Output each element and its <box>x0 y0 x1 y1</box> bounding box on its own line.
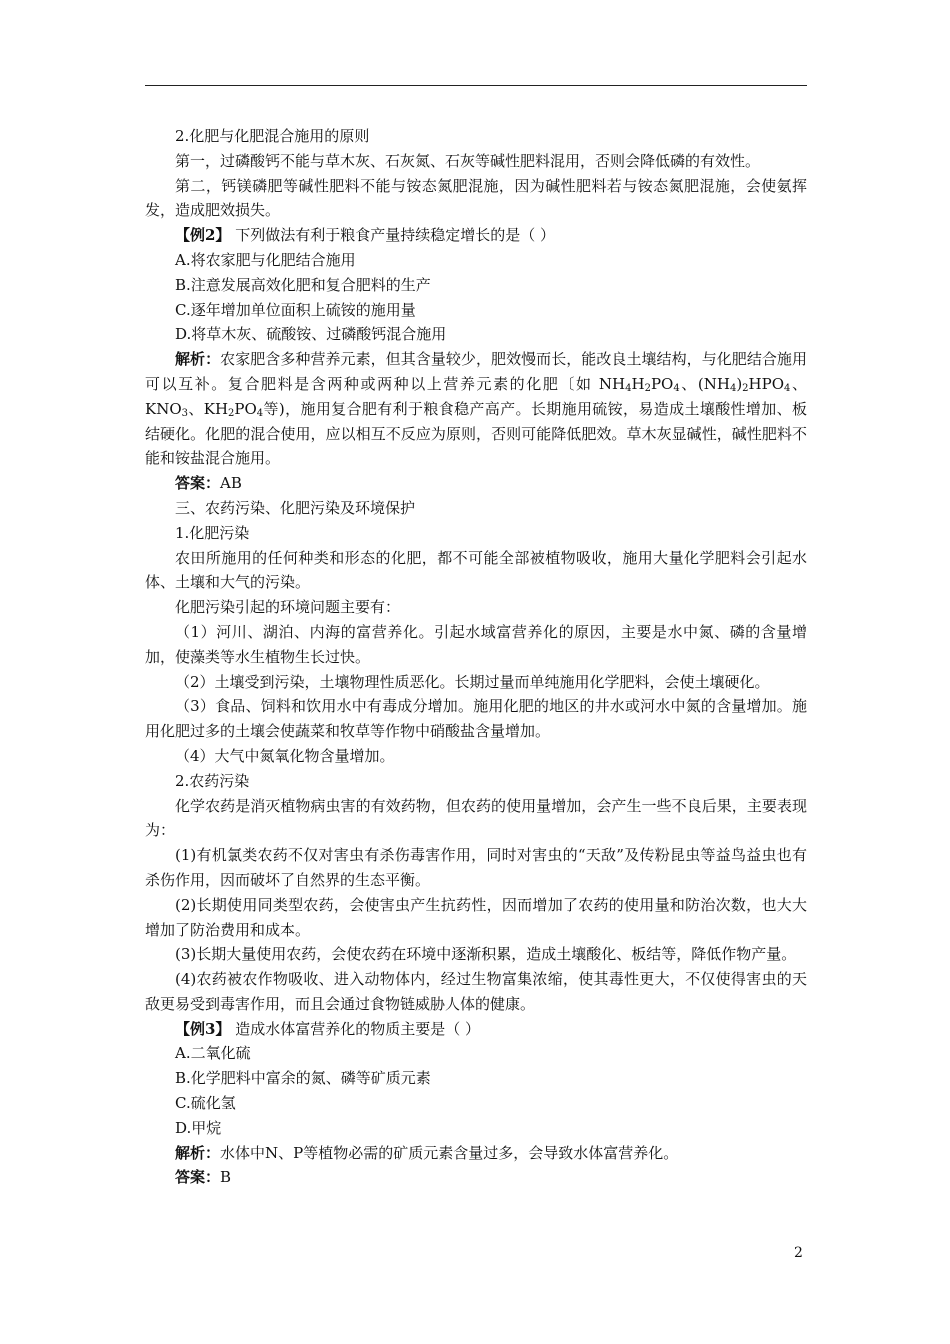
section2-paragraph-2: 第二，钙镁磷肥等碱性肥料不能与铵态氮肥混施，因为碱性肥料若与铵态氮肥混施，会使氨挥发，造成肥效损失。 <box>145 176 807 220</box>
section3-sub1-heading: 1.化肥污染 <box>175 523 250 542</box>
section3-sub2-item-3: (3)长期大量使用农药，会使农药在环境中逐渐积累，造成土壤酸化、板结等，降低作物产量。 <box>175 945 797 964</box>
page-number: 2 <box>794 1245 803 1261</box>
example3-question-text: 造成水体富营养化的物质主要是（ ） <box>230 1019 480 1038</box>
example3-option-d: D.甲烷 <box>175 1118 222 1137</box>
example3-tag: 【例3】 <box>175 1019 231 1038</box>
example2-answer-value: AB <box>220 474 242 493</box>
header-rule <box>145 85 807 86</box>
example3-analysis-label: 解析： <box>175 1143 221 1162</box>
example3-analysis-text: 水体中N、P等植物必需的矿质元素含量过多，会导致水体富营养化。 <box>220 1143 679 1162</box>
example2-answer-label: 答案： <box>175 474 221 493</box>
example2-question <box>145 223 807 248</box>
section3-sub1-item-4: （4）大气中氮氧化物含量增加。 <box>175 746 395 765</box>
example3-option-a: A.二氧化硫 <box>175 1044 251 1063</box>
example2-option-d: D.将草木灰、硫酸铵、过磷酸钙混合施用 <box>175 325 447 344</box>
section3-sub1-item-3: （3）食品、饲料和饮用水中有毒成分增加。施用化肥的地区的井水或河水中氮的含量增加。施用化肥过多的土壤会使蔬菜和牧草等作物中硝酸盐含量增加。 <box>145 697 807 741</box>
example2-option-a: A.将农家肥与化肥结合施用 <box>175 250 356 269</box>
section2-heading: 2.化肥与化肥混合施用的原则 <box>175 127 370 145</box>
section3-sub2-item-2: (2)长期使用同类型农药，会使害虫产生抗药性，因而增加了农药的使用量和防治次数，也大大增加了防治费用和成本。 <box>145 895 807 939</box>
example3-question <box>145 1017 807 1042</box>
section3-sub2-item-4: (4)农药被农作物吸收、进入动物体内，经过生物富集浓缩，使其毒性更大，不仅使得害虫的天敌更易受到毒害作用，而且会通过食物链威胁人体的健康。 <box>145 970 807 1013</box>
section3-sub2-heading: 2.农药污染 <box>175 771 250 790</box>
example2-option-c: C.逐年增加单位面积上硫铵的施用量 <box>175 300 416 319</box>
example2-answer <box>145 471 807 496</box>
section3-sub1-item-1: （1）河川、湖泊、内海的富营养化。引起水域富营养化的原因，主要是水中氮、磷的含量增加，使藻类等水生植物生长过快。 <box>145 622 807 666</box>
section3-heading: 三、农药污染、化肥污染及环境保护 <box>175 498 416 517</box>
example3-analysis <box>145 1141 807 1166</box>
section3-sub1-paragraph-1: 农田所施用的任何种类和形态的化肥，都不可能全部被植物吸收，施用大量化学肥料会引起水体、土壤和大气的污染。 <box>145 548 807 592</box>
section3-sub2-item-1: (1)有机氯类农药不仅对害虫有杀伤毒害作用，同时对害虫的“天敌”及传粉昆虫等益鸟益虫也有杀伤作用，因而破坏了自然界的生态平衡。 <box>145 846 807 889</box>
section2-paragraph-1: 第一，过磷酸钙不能与草木灰、石灰氮、石灰等碱性肥料混用，否则会降低磷的有效性。 <box>175 151 761 170</box>
example2-analysis: 解析：农家肥含多种营养元素，但其含量较少，肥效慢而长，能改良土壤结构，与化肥结合施用可以互补。复合肥料是含两种或两种以上营养元素的化肥〔如 $NH_4H_2PO_4$、$(NH_4)_2HPO_4$、$KNO_3$、$KH_2PO_4$等)，施用复合肥有利于粮食稳产高产。长期施用硫铵，易造成土壤酸性增加、板结硬化。化肥的混合使用，应以相互不反应为原则，否则可能降低肥效。草木灰显碱性，碱性肥料不能和铵盐混合施用。 <box>145 350 807 468</box>
example2-analysis-text-3: 等)，施用复合肥有利于粮食稳产高产。长期施用硫铵，易造成土壤酸性增加、板结硬化。化肥的混合使用，应以相互不反应为原则，否则可能降低肥效。草木灰显碱性，碱性肥料不能和铵盐混合施用。 <box>145 399 807 468</box>
page-content <box>145 124 807 1190</box>
example2-tag: 【例2】 <box>175 226 231 245</box>
example2-analysis-text-1: 农家肥含多种营养元素，但其含量较少，肥效慢而长，能改良土壤结构，与化肥结合施用可以互补。复合肥料是含两种或两种以上营养元素的化肥〔如 NH <box>145 350 807 393</box>
example2-question-text: 下列做法有利于粮食产量持续稳定增长的是（ ） <box>230 226 555 245</box>
example3-option-b: B.化学肥料中富余的氮、磷等矿质元素 <box>175 1069 431 1088</box>
section3-sub2-paragraph-1: 化学农药是消灭植物病虫害的有效药物，但农药的使用量增加，会产生一些不良后果，主要表现为： <box>145 796 807 840</box>
example2-analysis-label: 解析： <box>175 350 221 369</box>
example3-option-c: C.硫化氢 <box>175 1094 236 1113</box>
section3-sub1-item-2: （2）土壤受到污染，土壤物理性质恶化。长期过量而单纯施用化学肥料，会使土壤硬化。 <box>175 672 770 691</box>
example3-answer-label: 答案： <box>175 1168 221 1187</box>
section3-sub1-paragraph-2: 化肥污染引起的环境问题主要有： <box>175 598 401 617</box>
example3-answer-value: B <box>220 1168 232 1187</box>
example2-option-b: B.注意发展高效化肥和复合肥料的生产 <box>175 275 431 294</box>
example2-analysis-text-2: HPO <box>748 374 785 393</box>
example3-answer <box>145 1165 807 1190</box>
